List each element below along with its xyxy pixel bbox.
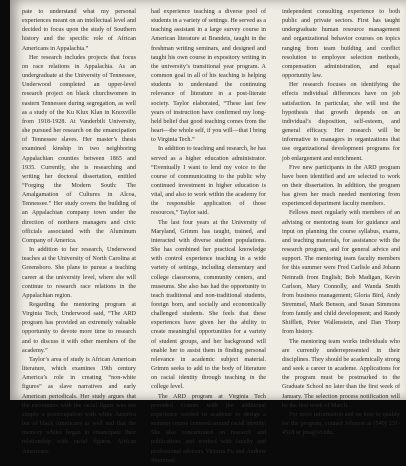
text-column-left (22, 8, 136, 457)
paragraph: Taylor’s area of study is African American literature, which examines 19th century America’s role in creating “non-white figures” as slave narratives and early American periodicals. Her study argues that the encounters with the racial figure was not simply a preoccupation with white America but of black Americans as well and that the memory whites began to emancipate their relationship with racial figures. African Americans (22, 356, 136, 455)
paragraph: had experience teaching a diverse pool of students in a variety of settings. He served as a teaching assistant in a large survey course in American literature at Brandeis, taught in the freshman writing seminars, and designed and taught his own course in expository writing in the university’s transitional year program. A common goal in all of his teaching is helping students to understand the continuing relevance of literature in a post-literate society. Taylor elaborated, “These last few years of instruction have confirmed my long-held belief that good teaching comes from the heart—the whole self, if you will—that I bring to Virginia Tech.” (151, 9, 266, 144)
paragraph: Her research focuses on identifying the effects individual differences have on job satisfaction. In particular, she will test the hypothesis that growth depends on an individual’s disposition, self-esteem, and general efficacy. Her research will be informative to managers in organizations that use organizational development programs for job enlargement and enrichment. (282, 82, 400, 162)
paragraph: Five new participants in the ARD program have been identified and are selected to work on their dissertation. In addition, the program has given her much needed mentoring from experienced department faculty members. (282, 164, 400, 208)
document-page (10, 0, 406, 464)
paragraph: pate to understand what my personal experiences meant on an intellectual level and decided to focus upon the study of Southern history and the specific role of African Americans in Appalachia.” (22, 9, 136, 52)
paragraph: The last four years at the University of Maryland, Grimm has taught, trained, and interacted with diverse student populations. She has combined her practical knowledge with control experience teaching in a wide variety of settings, including elementary and college classrooms, community centers, and museums. She also has had the opportunity to teach traditional and non-traditional students, foreign born, and socially and economically challenged students. She feels that these experiences have given her the ability to create meaningful opportunities for a variety of student groups, and her background will enable her to assist them in finding personal relevance in academic subject material. Grimm seeks to add to the body of literature on racial identity through teaching in the college level. (151, 219, 266, 391)
paragraph: In addition to teaching and research, he has served as a higher education administrator. “Eventually I want to lend my voice to the course of communicating to the public why continued investment in higher education is vital, and also to work within the academy for the responsible application of those resources,” Taylor said. (151, 146, 266, 217)
paragraph: Fellows meet regularly with members of an advising or mentoring team for guidance and input on planning the course syllabus, exams, and teaching materials, for assistance with the research program, and for general advice and support. The mentoring team faculty members for this summer were Fred Carlisle and Johann Neinrath from English; Bob Madigan, Kevin Carlson, Mary Connolly, and Wanda Smith from business management; Gloria Bird, Andy Stremmel, Mark Benson, and Susan Simmons from family and child development; and Randy Shifflett, Peter Wallenstein, and Dan Thorp from history. (282, 210, 400, 336)
paragraph: Regarding the mentoring program at Virginia Tech, Underwood said, “The ARD program has provided an extremely valuable opportunity to devote more time to research and to discuss it with other members of the academy.” (22, 302, 136, 354)
text-column-middle (151, 8, 266, 466)
paragraph: The ARD program at Virginia Tech provided Grimm with the additional experience needed in academe to design a summer course centered around racial identity. She also concentrated on research and publications and worked with faculty and professional advisors Victoria Fu and Andrew Stremmel. (151, 393, 266, 464)
paragraph: Her research includes projects that focus on race relations in Appalachia. As an undergraduate at the University of Tennessee, Underwood completed an upper-level research project on black churchwomen in eastern Tennessee during segregation, as well as a study of the Ku Klux Klan in Knoxville from 1918-1928. At Vanderbilt University, she pursued her research on the emancipation of Tennessee slaves. Her master’s thesis examined kinship in two neighboring Appalachian counties between 1865 and 1935. Currently, she is researching and writing her doctoral dissertation, entitled “Forging the Modern South: The Amalgamation of Cultures in Alcoa, Tennessee.” Her study covers the building of an Appalachian company town under the direction of northern managers and civic officials associated with the Aluminum Company of America. (22, 54, 136, 244)
paragraph: The mentoring team works individuals who are currently underrepresented in their disciplines. They should be academically strong and seek a career in academe. Applications for the program must be postmarked to the Graduate School no later than the first week of January. The selection process notification will be the first week of March. (282, 338, 400, 409)
paragraph: In addition to her research, Underwood teaches at the University of North Carolina at Greensboro. She plans to pursue a teaching career at the university level, where she will continue to research race relations in the Appalachian region. (22, 247, 136, 299)
paragraph: For more information and on how to qualify for the program, contact Johnson at (540) 231-4518 or jma@vt.edu. (282, 411, 400, 437)
text-column-right (282, 8, 400, 438)
paragraph: independent consulting experience to both public and private sectors. First has taught undergraduate human resource management and organizational behavior courses on topics ranging from team building and conflict resolution to employee selection methods, compensation administration, and equal opportunity law. (282, 9, 400, 80)
